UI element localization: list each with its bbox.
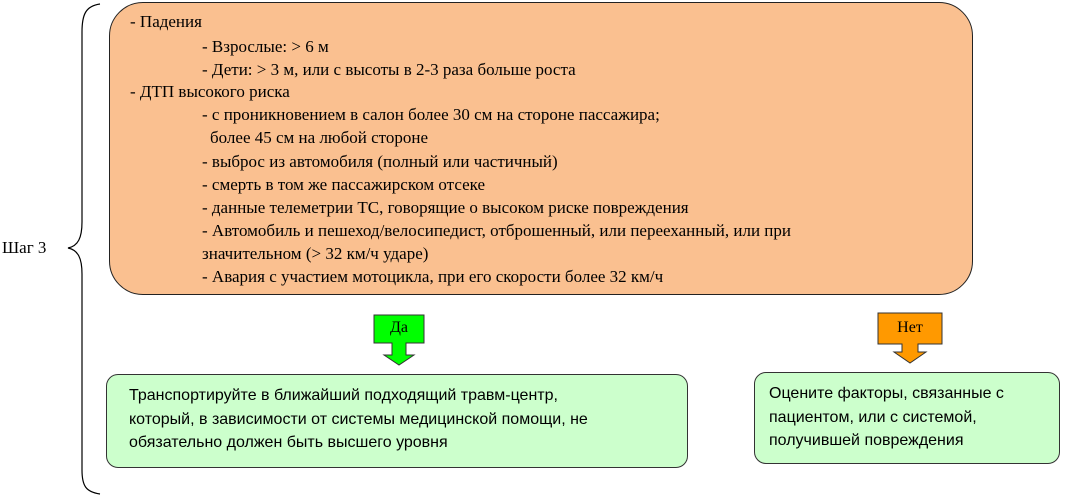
yes-outcome-line: Транспортируйте в ближайший подходящий травм-центр, xyxy=(129,387,558,404)
criteria-line-high-risk-crash: - ДТП высокого риска xyxy=(130,82,290,101)
criteria-line-pedestrian: - Автомобиль и пешеход/велосипедист, отброшенный, или перееханный, или при xyxy=(202,221,791,240)
yes-outcome-line: обязательно должен быть высшего уровня xyxy=(129,434,448,451)
criteria-line-motorcycle: - Авария с участием мотоцикла, при его скорости более 32 км/ч xyxy=(202,267,664,286)
no-outcome-box xyxy=(754,372,1060,464)
yes-label: Да xyxy=(389,319,408,336)
yes-outcome-line: который, в зависимости от системы медицинской помощи, не xyxy=(129,410,588,428)
criteria-line-intrusion-cont: более 45 см на любой стороне xyxy=(210,128,429,147)
criteria-box xyxy=(109,2,973,295)
criteria-line-falls: - Падения xyxy=(130,12,202,31)
criteria-line-ejection: - выброс из автомобиля (полный или частичный) xyxy=(202,152,558,171)
no-label: Нет xyxy=(897,319,923,336)
criteria-line-adults: - Взрослые: > 6 м xyxy=(202,37,329,56)
no-outcome-line: пациентом, или с системой, xyxy=(769,408,977,426)
criteria-line-intrusion: - с проникновением в салон более 30 см на стороне пассажира; xyxy=(202,105,660,124)
no-arrow xyxy=(877,312,943,364)
no-outcome-line: получившей повреждения xyxy=(769,432,964,449)
step-brace xyxy=(0,0,110,502)
criteria-line-telemetry: - данные телеметрии ТС, говорящие о высоком риске повреждения xyxy=(202,198,689,217)
criteria-line-pedestrian-cont: значительном (> 32 км/ч ударе) xyxy=(202,244,429,263)
no-outcome-line: Оцените факторы, связанные с xyxy=(769,385,1004,402)
yes-outcome-box xyxy=(106,374,688,468)
step-label: Шаг 3 xyxy=(2,238,47,257)
criteria-line-death: - смерть в том же пассажирском отсеке xyxy=(202,175,485,194)
yes-arrow xyxy=(373,314,425,366)
criteria-line-children: - Дети: > 3 м, или с высоты в 2-3 раза больше роста xyxy=(202,60,576,79)
